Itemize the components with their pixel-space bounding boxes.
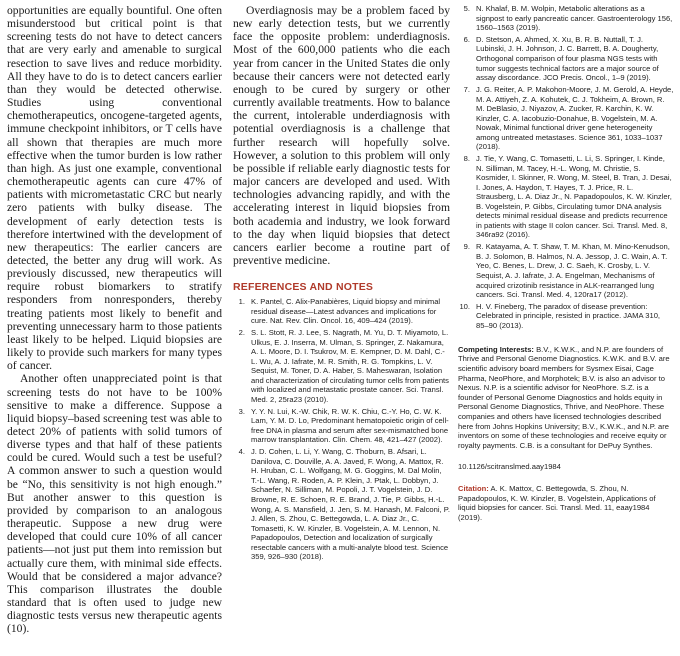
column-2 [233, 4, 450, 564]
reference-item [233, 328, 450, 404]
citation-label: Citation: [458, 483, 489, 493]
body-paragraph-2: Another often unappreciated point is that screening tests do not have to be 100% sensitive to make a difference. Suppose a liquid biopsy–based screening test was able to detect 20% of patients with solid tumors of diverse types and that half of these patients could be cured. Would such a test be useful? A common answer to such a question would be “No, this sensitivity is not high enough.” But another answer to this question is provided by comparison to an analogous therapeutic. Suppose a new drug were developed that could cure 10% of all cancer patients—not just put them into remission but actually cure them, with minimal side effects. Would that be considered a major advance? This comparison illustrates the double standard that is often used to judge new diagnostic tests versus new therapeutic agents (10). [7, 372, 222, 636]
reference-text: N. Khalaf, B. M. Wolpin, Metabolic alterations as a signpost to early pancreatic cancer. Gastroenterology 156, 1560–1563 (2019). [476, 4, 673, 33]
reference-number: 2. [238, 328, 245, 338]
reference-text: J. Tie, Y. Wang, C. Tomasetti, L. Li, S. Springer, I. Kinde, N. Silliman, M. Tacey, H.-L. Wong, M. Christie, S. Kosmider, I. Skinner, R. Wong, M. Steel, B. Tran, J. Desai, I. Jones, A. Haydon, T. Hayes, T. J. Price, R. L. Strausberg, L. A. Diaz Jr., N. Papadopoulos, K. W. Kinzler, B. Vogelstein, P. Gibbs, Circulating tumor DNA analysis detects minimal residual disease and predicts recurrence in patients with stage II colon cancer. Sci. Transl. Med. 8, 346ra92 (2016). [476, 154, 672, 240]
column-1 [7, 4, 222, 636]
references-list-a [233, 297, 450, 562]
reference-text: H. V. Fineberg, The paradox of disease prevention: Celebrated in principle, resisted in practice. JAMA 310, 85–90 (2013). [476, 301, 661, 330]
reference-number: 5. [463, 4, 470, 13]
citation [458, 484, 674, 522]
reference-number: 7. [463, 84, 470, 94]
reference-number: 1. [238, 297, 245, 307]
references-list-b [458, 4, 674, 331]
reference-item [233, 407, 450, 445]
doi: 10.1126/scitranslmed.aay1984 [458, 462, 561, 472]
reference-item [233, 447, 450, 562]
reference-number: 6. [463, 34, 470, 44]
reference-text: J. D. Cohen, L. Li, Y. Wang, C. Thoburn, B. Afsari, L. Danilova, C. Douville, A. A. Javed, F. Wong, A. Mattox, R. H. Hruban, C. L. Wolfgang, M. G. Goggins, M. Dal Molin, T.-L. Wang, R. Roden, A. P. Klein, J. Ptak, L. Dobbyn, J. Schaefer, N. Silliman, M. Popoli, J. T. Vogelstein, J. D. Browne, R. E. Schoen, R. E. Brand, J. Tie, P. Gibbs, H.-L. Wong, A. S. Mansfield, J. Jen, S. M. Hanash, M. Falconi, P. J. Allen, S. Zhou, C. Bettegowda, L. A. Diaz Jr., C. Tomasetti, K. W. Kinzler, B. Vogelstein, A. M. Lennon, N. Papadopoulos, Detection and localization of surgically resectable cancers with a multi-analyte blood test. Science 359, 926–930 (2018). [251, 447, 450, 562]
reference-item [458, 242, 674, 299]
reference-number: 8. [463, 154, 470, 164]
reference-text: R. Katayama, A. T. Shaw, T. M. Khan, M. Mino-Kenudson, B. J. Solomon, B. Halmos, N. A. Jessop, J. C. Wain, A. T. Yeo, C. Benes, L. Drew, J. C. Saeh, K. Crosby, L. V. Sequist, A. J. Iafrate, J. A. Engelman, Mechanisms of acquired crizotinib resistance in ALK-rearranged lung cancers. Sci. Transl. Med. 4, 120ra17 (2012). [476, 242, 670, 300]
reference-text: D. Stetson, A. Ahmed, X. Xu, B. R. B. Nuttall, T. J. Lubinski, J. H. Johnson, J. C. Barrett, B. A. Dougherty, Orthogonal comparison of four plasma NGS tests with tumor suggests technical factors are a major source of assay discordance. JCO Precis. Oncol., 1–9 (2019). [476, 34, 659, 83]
reference-text: Y. Y. N. Lui, K.-W. Chik, R. W. K. Chiu, C.-Y. Ho, C. W. K. Lam, Y. M. D. Lo, Predominant hematopoietic origin of cell-free DNA in plasma and serum after sex-mismatched bone marrow transplantation. Clin. Chem. 48, 421–427 (2002). [251, 406, 449, 445]
reference-item [458, 35, 674, 83]
citation-text: A. K. Mattox, C. Bettegowda, S. Zhou, N. Papadopoulos, K. W. Kinzler, B. Vogelstein, Applications of liquid biopsies for cancer. Sci. Transl. Med. 11, eaay1984 (2019). [458, 483, 656, 522]
body-paragraph-3: Overdiagnosis may be a problem faced by new early detection tests, but we currently face the opposite problem: underdiagnosis. Most of the 600,000 patients who die each year from cancer in the United States die only because their cancers were not detected early enough to be cured by surgery or other currently available treatments. How to balance the current, intolerable underdiagnosis with potential overdiagnosis is a challenge that further research will hopefully solve. However, a solution to this problem will only be possible if reliable early diagnostic tests for major cancers are developed and used. With technologies advancing rapidly, and with the accelerating interest in liquid biopsies from both academia and industry, we look forward to the day when liquid biopsies that detect cancers earlier become a routine part of preventive medicine. [233, 4, 450, 267]
reference-item [458, 154, 674, 240]
column-3 [458, 4, 674, 522]
reference-text: J. G. Reiter, A. P. Makohon-Moore, J. M. Gerold, A. Heyde, M. A. Attiyeh, Z. A. Kohutek, C. J. Tokheim, A. Brown, R. M. DeBlasio, J. Niyazov, A. Zucker, R. Karchin, K. W. Kinzler, C. A. Iacobuzio-Donahue, B. Vogelstein, M. A. Nowak, Minimal functional driver gene heterogeneity among untreated metastases. Science 361, 1033–1037 (2018). [476, 84, 674, 152]
competing-interests-text: B.V., K.W.K., and N.P. are founders of Thrive and Personal Genome Diagnostics. K.W.K. and B.V. are scientific advisory board members for Sysmex Eisai, Cage Pharma, NeoPhore, and Morphotek; B.V. is also an advisor to Nexus. N.P. is a scientific advisor for NeoPhore. S.Z. is a founder of Personal Genome Diagnostics and holds equity in Personal Genome Diagnostics, Thrive, and NeoPhore. These companies and others have licensed technologies described here from Johns Hopkins University; B.V., K.W.K., and N.P. are inventors on some of these technologies and receive equity or royalty payments. C.B. is a consultant for DePuy Synthes. [458, 344, 670, 450]
body-paragraph-1: opportunities are equally bountiful. One often misunderstood but critical point is that screening tests do not have to detect cancers that are very early and amenable to surgical resection to save lives and reduce morbidity. All they have to do is to detect cancers earlier than they would be detected otherwise. Studies using conventional chemotherapeutics, oncogene-targeted agents, immune checkpoint inhibitors, or T cells have all shown that therapies are much more effective when the tumor burden is low rather than high. As just one example, conventional chemotherapeutic agents can cure 47% of patients with micrometastatic CRC but nearly zero patients with bulky disease. The development of early detection tests is therefore intertwined with the development of new therapeutics: The earlier cancers are detected, the better any drug will work. As previously discussed, new therapeutics will require robust biomarkers to stratify responders from nonresponders, thereby treating patients most likely to benefit and preventing unnecessary harm to those patients least likely to be helped. Liquid biopsies are likely to provide such markers for many types of cancer. [7, 4, 222, 373]
reference-item [458, 85, 674, 152]
reference-item [458, 302, 674, 331]
reference-item [233, 297, 450, 326]
reference-number: 9. [463, 242, 470, 252]
reference-number: 10. [459, 301, 470, 311]
reference-text: S. L. Stott, R. J. Lee, S. Nagrath, M. Yu, D. T. Miyamoto, L. Ulkus, E. J. Inserra, M. Ulman, S. Springer, Z. Nakamura, A. L. Moore, D. I. Tsukrov, M. E. Kempner, D. M. Dahl, C.-L. Wu, A. J. Iafrate, M. R. Smith, R. G. Tompkins, L. V. Sequist, M. Toner, D. A. Haber, S. Maheswaran, Isolation and characterization of circulating tumor cells from patients with localized and metastatic prostate cancer. Sci. Transl. Med. 2, 25ra23 (2010). [251, 328, 449, 404]
reference-text: K. Pantel, C. Alix-Panabières, Liquid biopsy and minimal residual disease—Latest advances and implications for cure. Nat. Rev. Clin. Oncol. 16, 409–424 (2019). [251, 297, 441, 326]
reference-number: 4. [238, 447, 245, 457]
reference-number: 3. [238, 406, 245, 416]
competing-interests-label: Competing Interests: [458, 344, 534, 354]
reference-item [458, 4, 674, 33]
references-heading: REFERENCES AND NOTES [233, 281, 374, 294]
competing-interests [458, 345, 674, 451]
